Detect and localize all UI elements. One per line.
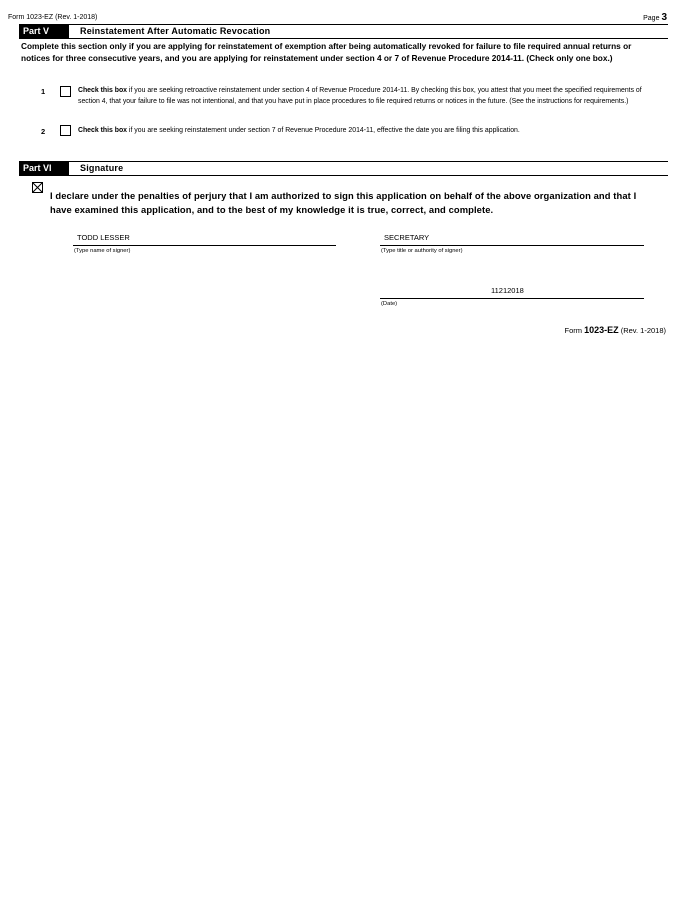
item2-text bbox=[78, 125, 658, 136]
part5-title: Reinstatement After Automatic Revocation bbox=[80, 26, 271, 36]
part5-header bbox=[19, 24, 668, 39]
date-line bbox=[380, 298, 644, 299]
part5-intro: Complete this section only if you are applying for reinstatement of exemption after being automatically revoked for failure to file required annual returns or notices for three consecutive years, and you are applying for reinstatement under section 4 or 7 of Revenue Procedure 2014-11. (Check only one box.) bbox=[21, 41, 632, 63]
form-id: Form 1023-EZ (Rev. 1-2018) bbox=[8, 14, 98, 21]
part6-header bbox=[19, 161, 668, 176]
part6-title: Signature bbox=[80, 163, 124, 173]
date-value[interactable]: 11212018 bbox=[491, 286, 524, 295]
signer-title-value[interactable]: SECRETARY bbox=[384, 233, 430, 242]
signer-title-line bbox=[380, 245, 644, 246]
item2-checkbox[interactable] bbox=[60, 125, 71, 136]
declaration-text: I declare under the penalties of perjury that I am authorized to sign this application on behalf of the above organization and that I have examined this application, and to the best of my knowledge it is true, correct, and complete. bbox=[50, 190, 637, 215]
item1-lead: Check this box bbox=[78, 87, 128, 94]
item1-text bbox=[78, 85, 648, 107]
part5-tag: Part V bbox=[19, 25, 69, 38]
item2-lead: Check this box bbox=[78, 127, 128, 134]
page-indicator bbox=[643, 12, 667, 23]
part6-tag: Part VI bbox=[19, 162, 69, 175]
footer-form-id bbox=[564, 325, 666, 335]
page-label: Page bbox=[643, 15, 660, 22]
footer-form-number: 1023-EZ bbox=[584, 325, 619, 335]
item2-number: 2 bbox=[41, 127, 46, 136]
item1-body: if you are seeking retroactive reinstatement under section 4 of Revenue Procedure 2014-11. By checking this box, you attest that you meet the specified requirements of section 4, that your failure to file was not intentional, and that you have put in place procedures to file required returns or notices in the future. (See the instructions for requirements.) bbox=[78, 87, 642, 105]
signer-title-caption: (Type title or authority of signer) bbox=[381, 248, 463, 254]
signer-name-line bbox=[73, 245, 336, 246]
signer-name-caption: (Type name of signer) bbox=[74, 248, 131, 254]
footer-revision: (Rev. 1-2018) bbox=[620, 326, 666, 335]
item2-body: if you are seeking reinstatement under section 7 of Revenue Procedure 2014-11, effective the date you are filing this application. bbox=[127, 127, 520, 134]
date-caption: (Date) bbox=[381, 301, 398, 307]
page-number: 3 bbox=[661, 12, 667, 23]
item1-checkbox[interactable] bbox=[60, 86, 71, 97]
item1-number: 1 bbox=[41, 87, 46, 96]
declaration-checkbox[interactable] bbox=[32, 182, 43, 193]
signer-name-value[interactable]: TODD LESSER bbox=[77, 233, 130, 242]
footer-prefix: Form bbox=[564, 326, 582, 335]
check-x-icon bbox=[33, 183, 42, 192]
